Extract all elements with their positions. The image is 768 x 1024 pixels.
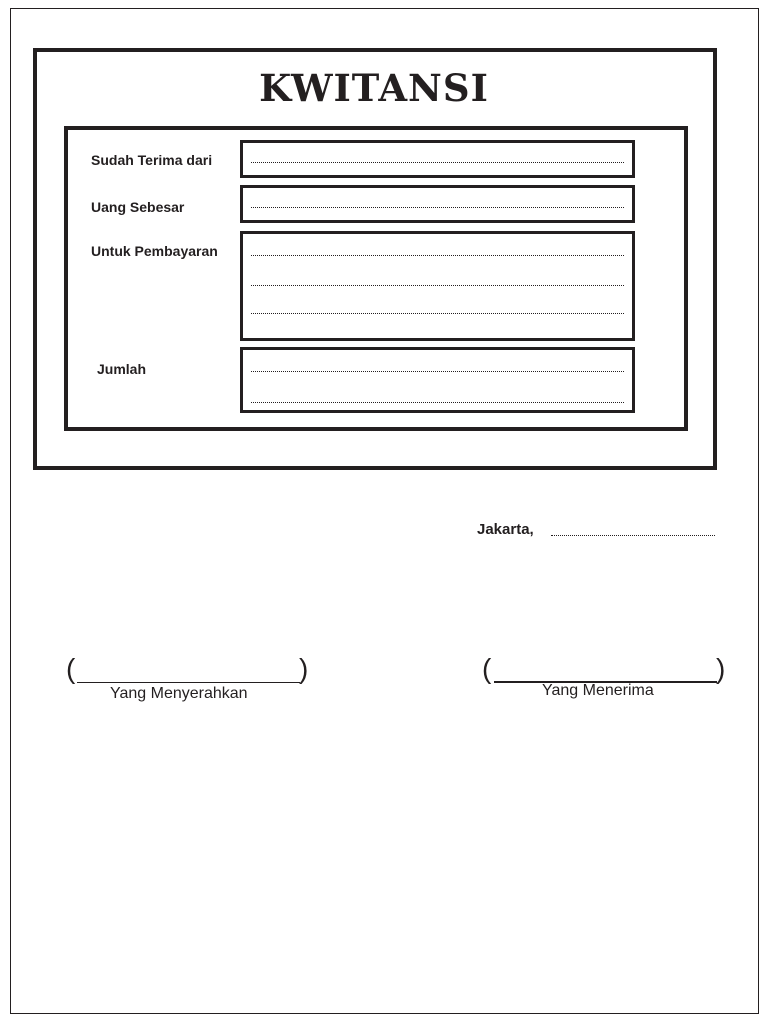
fill-line: [251, 255, 624, 256]
fill-line: [251, 402, 624, 403]
fill-line: [251, 285, 624, 286]
payment-purpose-label: Untuk Pembayaran: [91, 243, 218, 259]
fill-line: [251, 313, 624, 314]
total-field[interactable]: [240, 347, 635, 413]
giver-signature-line[interactable]: [77, 682, 300, 683]
fill-line: [251, 371, 624, 372]
receiver-label: Yang Menerima: [542, 682, 654, 699]
total-label: Jumlah: [97, 361, 147, 377]
received-from-field[interactable]: [240, 140, 635, 178]
receiver-close-paren: ): [716, 653, 726, 684]
receiver-open-paren: (: [482, 653, 492, 684]
received-from-label: Sudah Terima dari: [91, 152, 213, 168]
fill-line: [251, 207, 624, 208]
giver-open-paren: (: [66, 653, 76, 684]
place-date-label: Jakarta,: [477, 521, 534, 538]
payment-purpose-field[interactable]: [240, 231, 635, 341]
fill-line: [251, 162, 624, 163]
amount-label: Uang Sebesar: [91, 199, 185, 215]
receipt-title: KWITANSI: [259, 66, 489, 110]
giver-close-paren: ): [299, 653, 309, 684]
giver-label: Yang Menyerahkan: [110, 685, 248, 702]
date-fill-line[interactable]: [551, 535, 715, 536]
amount-field[interactable]: [240, 185, 635, 223]
